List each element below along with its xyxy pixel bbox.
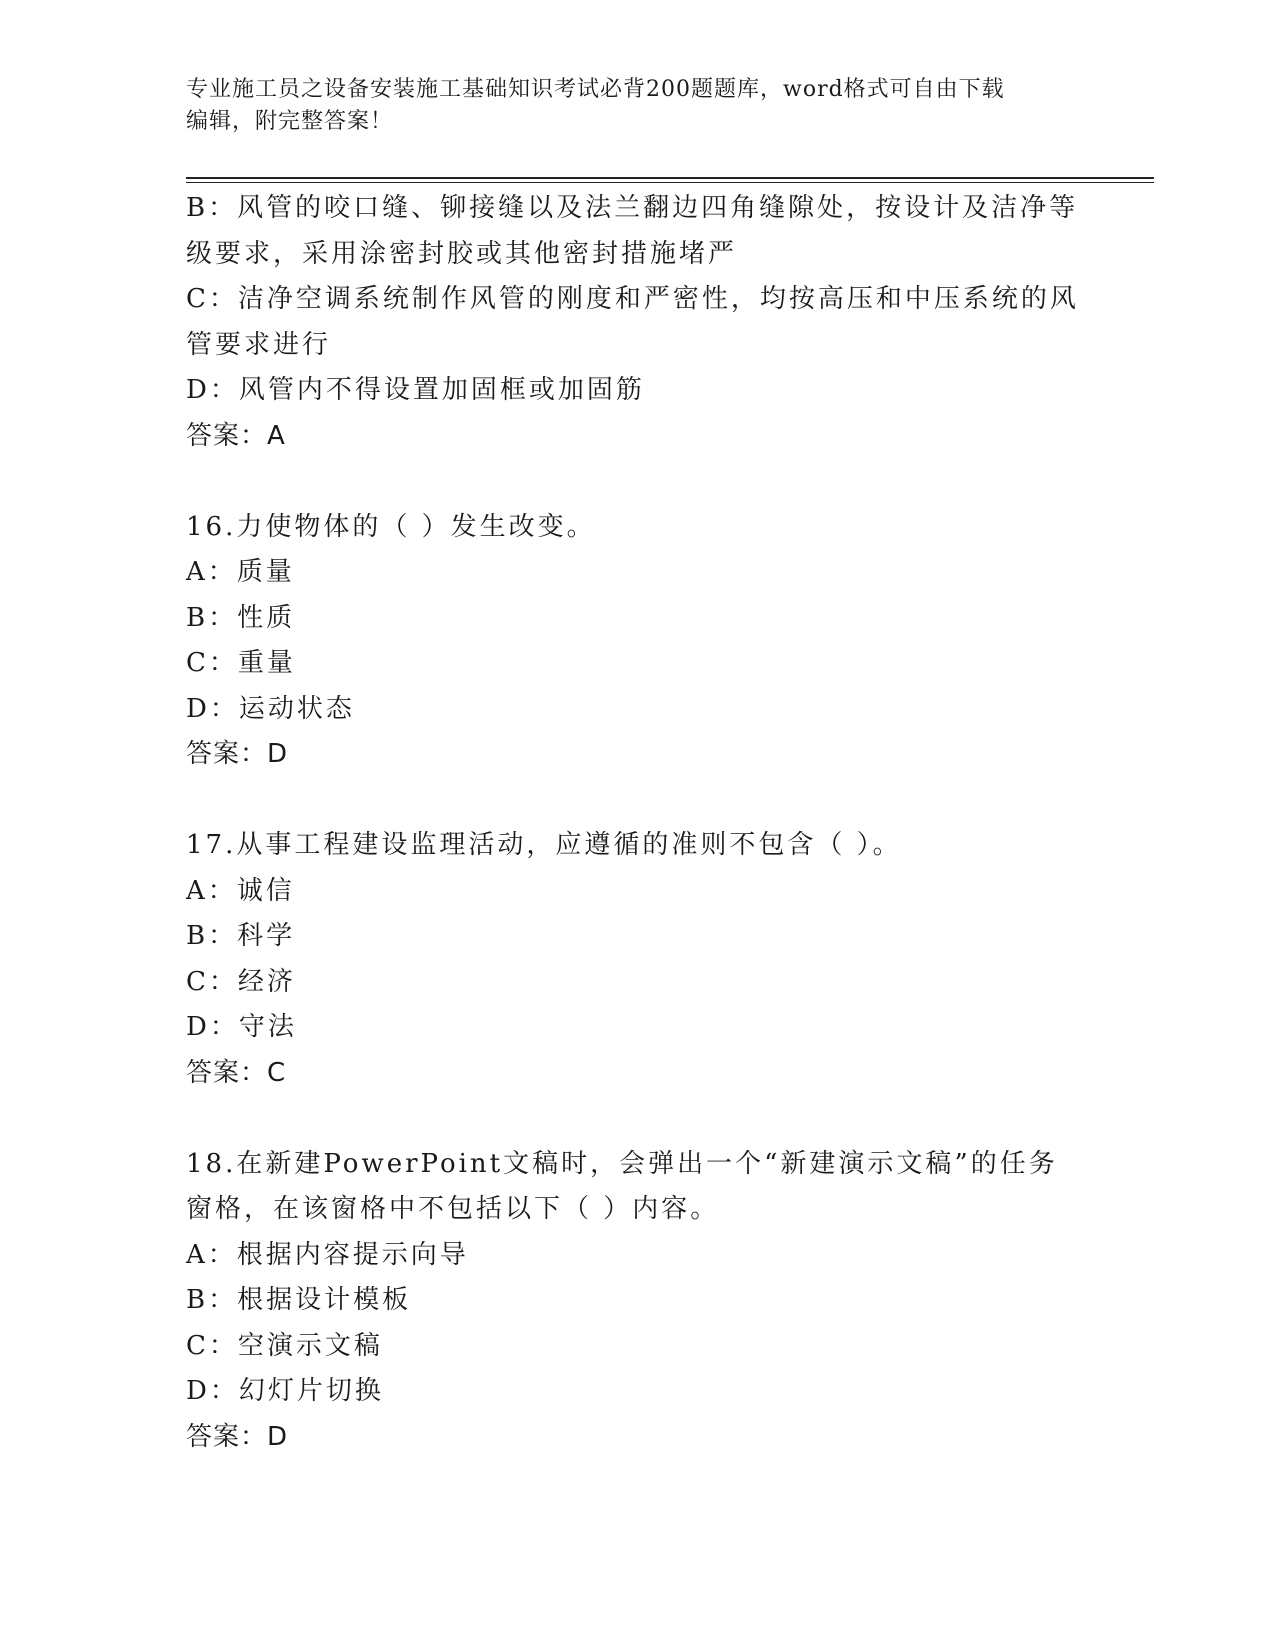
question-16	[186, 505, 1086, 778]
spacer	[186, 459, 1086, 505]
question-stem: 17.从事工程建设监理活动，应遵循的准则不包含（ ）。	[186, 830, 902, 860]
option-a: A：质量	[186, 557, 295, 587]
option-c-line2: 管要求进行	[186, 329, 332, 360]
option-d: D：守法	[186, 1012, 297, 1042]
question-stem-line2: 窗格，在该窗格中不包括以下（ ）内容。	[186, 1194, 720, 1224]
answer-label: 答案：C	[186, 1057, 287, 1088]
option-c: C：空演示文稿	[186, 1330, 383, 1361]
answer-label: 答案：D	[186, 739, 289, 769]
option-c: C：重量	[186, 648, 296, 678]
option-b-line2: 级要求，采用涂密封胶或其他密封措施堵严	[186, 238, 738, 269]
header-title-line1: 专业施工员之设备安装施工基础知识考试必背200题题库，word格式可自由下载	[186, 77, 1005, 102]
option-a: A：根据内容提示向导	[186, 1239, 469, 1270]
option-c-line1: C：洁净空调系统制作风管的刚度和严密性，均按高压和中压系统的风	[186, 284, 1079, 314]
question-15-partial	[186, 186, 1086, 459]
question-17	[186, 823, 1086, 1096]
question-stem-line1: 18.在新建PowerPoint文稿时，会弹出一个“新建演示文稿”的任务	[186, 1148, 1058, 1179]
option-b: B：根据设计模板	[186, 1285, 412, 1315]
option-d: D：运动状态	[186, 693, 355, 724]
option-b-line1: B：风管的咬口缝、铆接缝以及法兰翻边四角缝隙处，按设计及洁净等	[186, 193, 1079, 223]
option-b: B：性质	[186, 602, 296, 633]
option-b: B：科学	[186, 921, 296, 951]
spacer	[186, 1096, 1086, 1142]
answer-label: 答案：D	[186, 1421, 289, 1452]
option-d: D：风管内不得设置加固框或加固筋	[186, 375, 645, 405]
question-list	[186, 186, 1086, 1460]
option-d: D：幻灯片切换	[186, 1376, 384, 1406]
document-header	[186, 74, 1066, 138]
spacer	[186, 778, 1086, 824]
question-stem: 16.力使物体的（ ）发生改变。	[186, 511, 596, 542]
question-18	[186, 1142, 1086, 1461]
answer-label: 答案：A	[186, 420, 286, 451]
header-title-line2: 编辑，附完整答案！	[186, 109, 394, 134]
option-a: A：诚信	[186, 875, 295, 906]
header-divider	[186, 177, 1154, 183]
option-c: C：经济	[186, 966, 296, 997]
